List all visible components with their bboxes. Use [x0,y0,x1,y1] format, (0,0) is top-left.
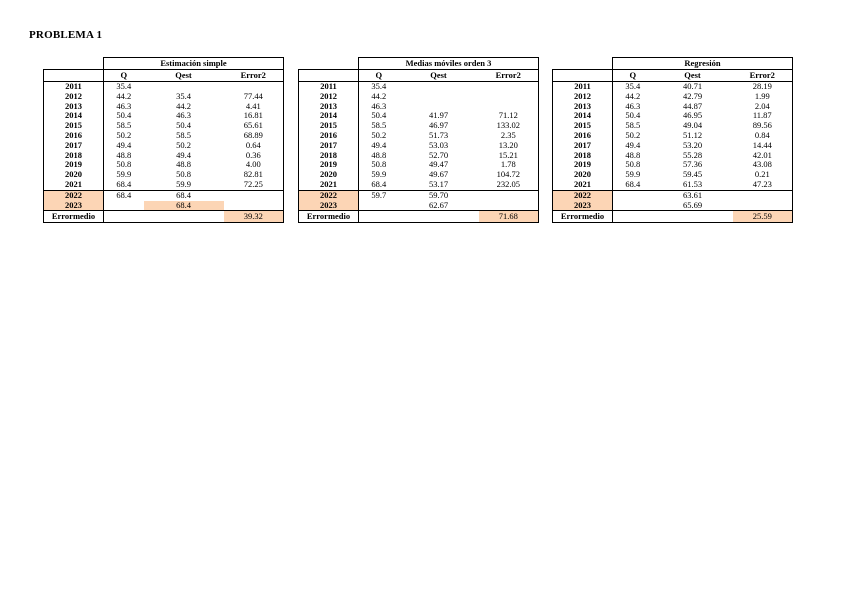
table-row [553,190,793,200]
qest-cell [399,102,479,112]
qest-cell: 50.4 [176,121,191,131]
year-cell: 2017 [553,141,613,151]
qest-cell: 42.79 [682,91,703,101]
year-cell: 2019 [44,160,104,170]
year-cell: 2016 [44,131,104,141]
table-row [44,111,284,121]
year-cell: 2013 [299,102,359,112]
error-mean-value: 71.68 [479,211,539,223]
year-cell: 2020 [44,170,104,180]
qest-cell: 41.97 [428,111,449,121]
table-row [553,92,793,102]
error2-cell: 4.00 [224,160,284,170]
forecast-table [298,57,539,223]
q-cell: 46.3 [359,102,399,112]
q-cell: 59.7 [359,190,399,200]
qest-cell [399,92,479,102]
error-mean-label: Errormedio [553,211,613,223]
page-title: PROBLEMA 1 [29,29,103,41]
table-row [553,170,793,180]
table-row [44,160,284,170]
q-cell: 48.8 [613,151,653,161]
q-cell: 50.4 [359,111,399,121]
year-cell: 2022 [44,190,104,200]
q-cell: 49.4 [104,141,144,151]
table-row [44,82,284,92]
error2-cell: 133.02 [479,121,539,131]
q-cell: 58.5 [613,121,653,131]
table-row [553,102,793,112]
column-header-error2: Error2 [224,70,284,82]
q-cell: 50.8 [613,160,653,170]
year-cell: 2023 [553,201,613,211]
year-cell: 2011 [44,82,104,92]
year-cell: 2018 [553,151,613,161]
error2-cell [479,92,539,102]
year-cell: 2011 [553,82,613,92]
table-row [299,141,539,151]
qest-cell: 46.95 [682,111,703,121]
q-cell: 44.2 [104,92,144,102]
error2-cell [224,190,284,200]
table-row [44,131,284,141]
year-cell: 2015 [299,121,359,131]
error-mean-value: 39.32 [224,211,284,223]
q-cell: 48.8 [104,151,144,161]
q-cell: 50.2 [104,131,144,141]
error2-cell: 0.21 [733,170,793,180]
q-cell: 58.5 [359,121,399,131]
year-cell: 2012 [553,92,613,102]
table-row [553,151,793,161]
qest-cell: 59.9 [144,180,224,190]
error2-cell: 77.44 [224,92,284,102]
q-cell: 48.8 [359,151,399,161]
q-cell: 68.4 [359,180,399,190]
error2-cell: 82.81 [224,170,284,180]
year-cell: 2017 [44,141,104,151]
table-row [44,170,284,180]
error2-cell: 65.61 [224,121,284,131]
qest-cell: 49.67 [428,170,449,180]
q-cell: 44.2 [359,92,399,102]
table-row [44,121,284,131]
qest-cell: 51.12 [682,130,703,140]
q-cell: 44.2 [613,92,653,102]
table-row [553,180,793,190]
table-row [44,201,284,211]
q-cell: 68.4 [104,190,144,200]
qest-cell: 50.2 [176,140,191,150]
table-row [553,111,793,121]
year-cell: 2014 [299,111,359,121]
qest-cell: 50.8 [176,170,191,180]
error2-cell: 0.36 [224,151,284,161]
header-spacer [299,58,359,70]
qest-cell: 49.47 [428,160,449,170]
q-cell [613,190,653,200]
error-mean-spacer [144,211,224,223]
q-cell: 59.9 [104,170,144,180]
error2-cell: 16.81 [224,111,284,121]
qest-cell: 46.3 [176,111,191,121]
qest-cell: 52.70 [428,150,449,160]
table-row [299,151,539,161]
qest-cell: 35.4 [176,91,191,101]
table-row [299,82,539,92]
qest-cell [399,82,479,92]
q-cell: 46.3 [104,102,144,112]
year-cell: 2012 [299,92,359,102]
q-cell: 49.4 [359,141,399,151]
table-row [299,160,539,170]
error2-cell: 13.20 [479,141,539,151]
header-spacer [44,58,104,70]
q-cell: 50.2 [359,131,399,141]
q-cell: 35.4 [613,82,653,92]
qest-cell: 61.53 [653,180,733,190]
error2-cell: 0.64 [224,141,284,151]
error2-cell [224,201,284,211]
error2-cell: 1.78 [479,160,539,170]
error2-cell [479,102,539,112]
qest-cell: 44.2 [176,101,191,111]
column-header-error2: Error2 [479,70,539,82]
year-cell: 2014 [44,111,104,121]
year-cell: 2023 [299,201,359,211]
table-row [553,131,793,141]
error2-cell [479,190,539,200]
qest-cell: 51.73 [428,130,449,140]
year-cell: 2020 [299,170,359,180]
qest-cell: 53.03 [428,140,449,150]
table-section-title: Regresión [613,58,793,70]
error2-cell: 232.05 [479,180,539,190]
qest-cell: 59.45 [682,170,703,180]
q-cell: 50.4 [104,111,144,121]
year-cell: 2021 [299,180,359,190]
q-cell: 46.3 [613,102,653,112]
q-cell: 50.4 [613,111,653,121]
q-cell: 35.4 [104,82,144,92]
qest-cell: 53.17 [428,179,449,189]
column-header-q: Q [104,70,144,82]
table-row [299,180,539,190]
error2-cell: 42.01 [733,151,793,161]
error-mean-label: Errormedio [299,211,359,223]
table-row [299,102,539,112]
column-header-q: Q [613,70,653,82]
table-row [553,121,793,131]
table-row [299,111,539,121]
qest-cell: 55.28 [682,150,703,160]
error2-cell: 1.99 [733,92,793,102]
qest-cell: 57.36 [682,160,703,170]
error2-cell: 68.89 [224,131,284,141]
forecast-table [552,57,793,223]
error2-cell: 47.23 [733,180,793,190]
year-cell: 2022 [299,190,359,200]
forecast-table [43,57,284,223]
q-cell: 35.4 [359,82,399,92]
table-row [299,170,539,180]
qest-cell: 53.20 [682,140,703,150]
q-cell: 68.4 [104,180,144,190]
q-cell: 58.5 [104,121,144,131]
year-cell: 2018 [299,151,359,161]
year-cell: 2013 [44,102,104,112]
table-section-title: Estimación simple [104,58,284,70]
error2-cell: 43.08 [733,160,793,170]
error2-cell: 15.21 [479,151,539,161]
q-cell: 50.2 [613,131,653,141]
error2-cell: 71.12 [479,111,539,121]
q-cell: 59.9 [359,170,399,180]
qest-cell: 63.61 [653,190,733,200]
q-cell: 59.9 [613,170,653,180]
error2-cell: 2.04 [733,102,793,112]
qest-cell [144,82,224,92]
error2-cell: 28.19 [733,82,793,92]
year-cell: 2011 [299,82,359,92]
qest-cell: 62.67 [399,201,479,211]
table-row [553,201,793,211]
year-column-header [44,70,104,82]
table-row [553,160,793,170]
qest-cell: 46.97 [428,121,449,131]
q-cell: 68.4 [613,180,653,190]
header-spacer [553,58,613,70]
error2-cell: 72.25 [224,180,284,190]
error-mean-spacer [104,211,144,223]
qest-cell: 49.4 [176,150,191,160]
error2-cell [224,82,284,92]
year-cell: 2013 [553,102,613,112]
year-cell: 2023 [44,201,104,211]
year-cell: 2015 [44,121,104,131]
table-row [44,92,284,102]
q-cell: 50.8 [104,160,144,170]
table-row [299,131,539,141]
q-cell [613,201,653,211]
q-cell: 50.8 [359,160,399,170]
table-row [44,141,284,151]
year-cell: 2016 [553,131,613,141]
error2-cell [479,82,539,92]
year-cell: 2015 [553,121,613,131]
qest-cell: 40.71 [682,81,703,91]
table-row [299,92,539,102]
table-row [299,190,539,200]
table-row [44,190,284,200]
year-column-header [299,70,359,82]
error2-cell: 4.41 [224,102,284,112]
q-cell: 49.4 [613,141,653,151]
q-cell [104,201,144,211]
table-row [44,180,284,190]
qest-cell: 65.69 [653,201,733,211]
error-mean-label: Errormedio [44,211,104,223]
column-header-qest: Qest [144,70,224,82]
column-header-error2: Error2 [733,70,793,82]
table-row [553,82,793,92]
qest-cell: 59.70 [399,190,479,200]
table-row [553,141,793,151]
error2-cell: 89.56 [733,121,793,131]
year-cell: 2019 [299,160,359,170]
year-column-header [553,70,613,82]
error2-cell: 11.87 [733,111,793,121]
error2-cell: 2.35 [479,131,539,141]
error-mean-spacer [613,211,653,223]
column-header-q: Q [359,70,399,82]
error-mean-spacer [399,211,479,223]
column-header-qest: Qest [399,70,479,82]
year-cell: 2014 [553,111,613,121]
table-row [44,151,284,161]
table-row [299,121,539,131]
table-section-title: Medias móviles orden 3 [359,58,539,70]
error-mean-spacer [653,211,733,223]
year-cell: 2022 [553,190,613,200]
year-cell: 2020 [553,170,613,180]
table-row [299,201,539,211]
year-cell: 2021 [553,180,613,190]
q-cell [359,201,399,211]
qest-cell: 68.4 [144,190,224,200]
qest-cell: 49.04 [682,121,703,131]
year-cell: 2018 [44,151,104,161]
year-cell: 2017 [299,141,359,151]
qest-cell: 68.4 [144,201,224,211]
error2-cell: 14.44 [733,141,793,151]
year-cell: 2016 [299,131,359,141]
error2-cell [733,190,793,200]
error-mean-spacer [359,211,399,223]
year-cell: 2012 [44,92,104,102]
error2-cell: 104.72 [479,170,539,180]
qest-cell: 48.8 [176,160,191,170]
error2-cell: 0.84 [733,131,793,141]
column-header-qest: Qest [653,70,733,82]
qest-cell: 44.87 [682,101,703,111]
error-mean-value: 25.59 [733,211,793,223]
year-cell: 2019 [553,160,613,170]
table-row [44,102,284,112]
qest-cell: 58.5 [176,130,191,140]
error2-cell [479,201,539,211]
error2-cell [733,201,793,211]
year-cell: 2021 [44,180,104,190]
